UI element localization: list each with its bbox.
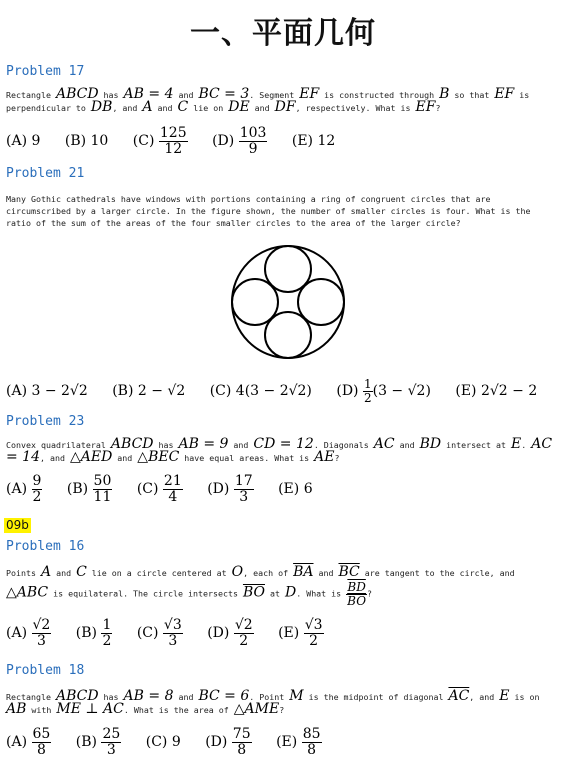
- answer-choices: (A) 9 (B) 10 (C) $\frac{125}{12}$ (D) $\frac{103}{9}$ (E) 12: [6, 126, 336, 154]
- page-title: 一、平面几何: [190, 16, 376, 51]
- problem-text: Rectangle ABCD has AB = 8 and BC = 6. Point M is the midpoint of diagonal $\overline{AC}$, and E is on AB with ME ⊥ AC. What is the area of △AME?: [6, 688, 540, 717]
- problem-text: Rectangle ABCD has AB = 4 and BC = 3. Segment EF is constructed through B so that EF is perpendicular to DB, and A and C lie on DE and DF, respectively. What is EF?: [6, 86, 530, 115]
- answer-choices: (A) $\frac{65}{8}$ (B) $\frac{25}{3}$ (C) 9 (D) $\frac{75}{8}$ (E) $\frac{85}{8}$: [6, 726, 321, 758]
- answer-choices: (A) $\frac{√2}{3}$ (B) $\frac{1}{2}$ (C) $\frac{√3}{3}$ (D) $\frac{√2}{2}$ (E) $\frac{√3}{2}$: [6, 617, 323, 649]
- small-circle: [232, 279, 278, 325]
- problem-heading: Problem 17: [6, 64, 85, 79]
- answer-choices: (A) 3 − 2√2 (B) 2 − √2 (C) 4(3 − 2√2) (D) $\frac{1}{2}$ (3 − √2) (E) 2√2 − 2: [6, 377, 538, 405]
- problem-text: Many Gothic cathedrals have windows with portions containing a ring of congruent circles that are circumscribed by a larger circle. In the figure shown, the number of smaller circles is four. What is the ratio of the sum of the areas of the four smaller circles to the area of the larger circle?: [6, 194, 531, 228]
- problem-heading: Problem 23: [6, 414, 85, 429]
- problem-heading: Problem 18: [6, 663, 85, 678]
- problem-text: Convex quadrilateral ABCD has AB = 9 and CD = 12. Diagonals AC and BD intersect at E. AC = 14, and △AED and △BEC have equal areas. What is AE?: [6, 436, 553, 465]
- problem-text: Points A and C lie on a circle centered at O, each of $\overline{BA}$ and $\overline{BC}$ are tangent to the circle, and △ABC is equilateral. The circle intersects $\overline{BO}$ at D. What is $\frac{\overline{BD}}{BO}$ ?: [6, 564, 515, 608]
- large-circle: [232, 246, 344, 358]
- answer-choices: (A) $\frac{9}{2}$ (B) $\frac{50}{11}$ (C) $\frac{21}{4}$ (D) $\frac{17}{3}$ (E) 6: [6, 473, 313, 505]
- problem-heading: Problem 21: [6, 166, 85, 181]
- problem-heading: Problem 16: [6, 539, 85, 554]
- circles-figure: [228, 242, 348, 362]
- section-tag: 09b: [6, 518, 29, 532]
